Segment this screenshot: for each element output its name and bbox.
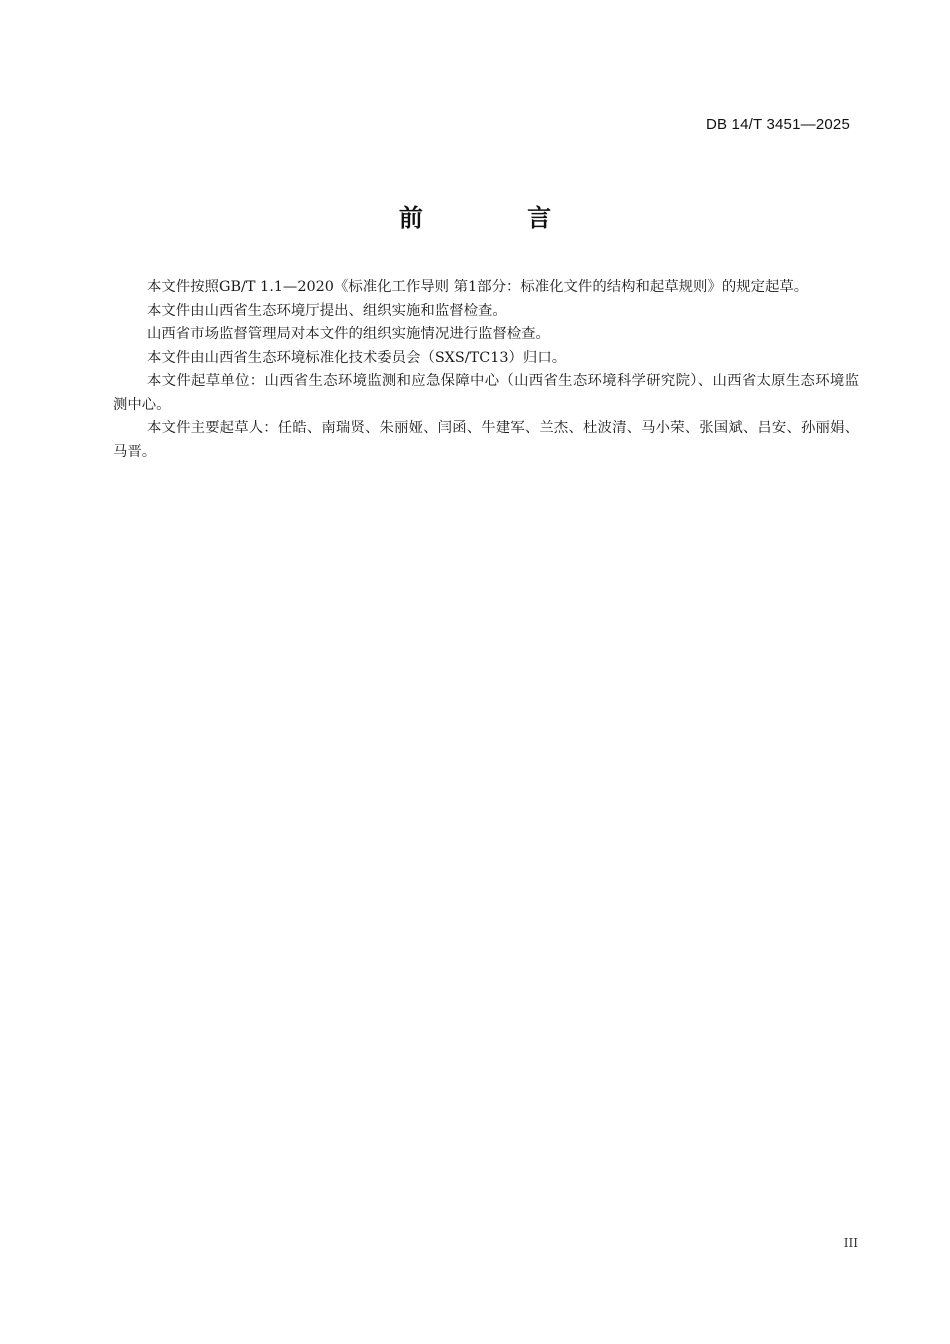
- preface-paragraph-drafting-units: 本文件起草单位：山西省生态环境监测和应急保障中心（山西省生态环境科学研究院）、山西省太原生态环境监测中心。: [113, 373, 859, 413]
- preface-body: [113, 276, 859, 464]
- preface-paragraph-supervision: 山西省市场监督管理局对本文件的组织实施情况进行监督检查。: [147, 326, 550, 342]
- preface-paragraph-proposer: 本文件由山西省生态环境厅提出、组织实施和监督检查。: [147, 302, 507, 319]
- preface-paragraph-drafting-rules: 本文件按照GB/T 1.1—2020《标准化工作导则 第1部分：标准化文件的结构和起草规则》的规定起草。: [147, 279, 809, 295]
- preface-paragraph-drafters: 本文件主要起草人：任皓、南瑞贤、朱丽娅、闫函、牛建军、兰杰、杜波清、马小荣、张国斌、吕安、孙丽娟、马晋。: [113, 420, 859, 460]
- document-code: DB 14/T 3451—2025: [705, 116, 850, 133]
- preface-paragraph-technical-committee: 本文件由山西省生态环境标准化技术委员会（SXS/TC13）归口。: [147, 349, 567, 366]
- page-title: 前 言: [398, 204, 600, 232]
- page-number: III: [843, 1236, 858, 1250]
